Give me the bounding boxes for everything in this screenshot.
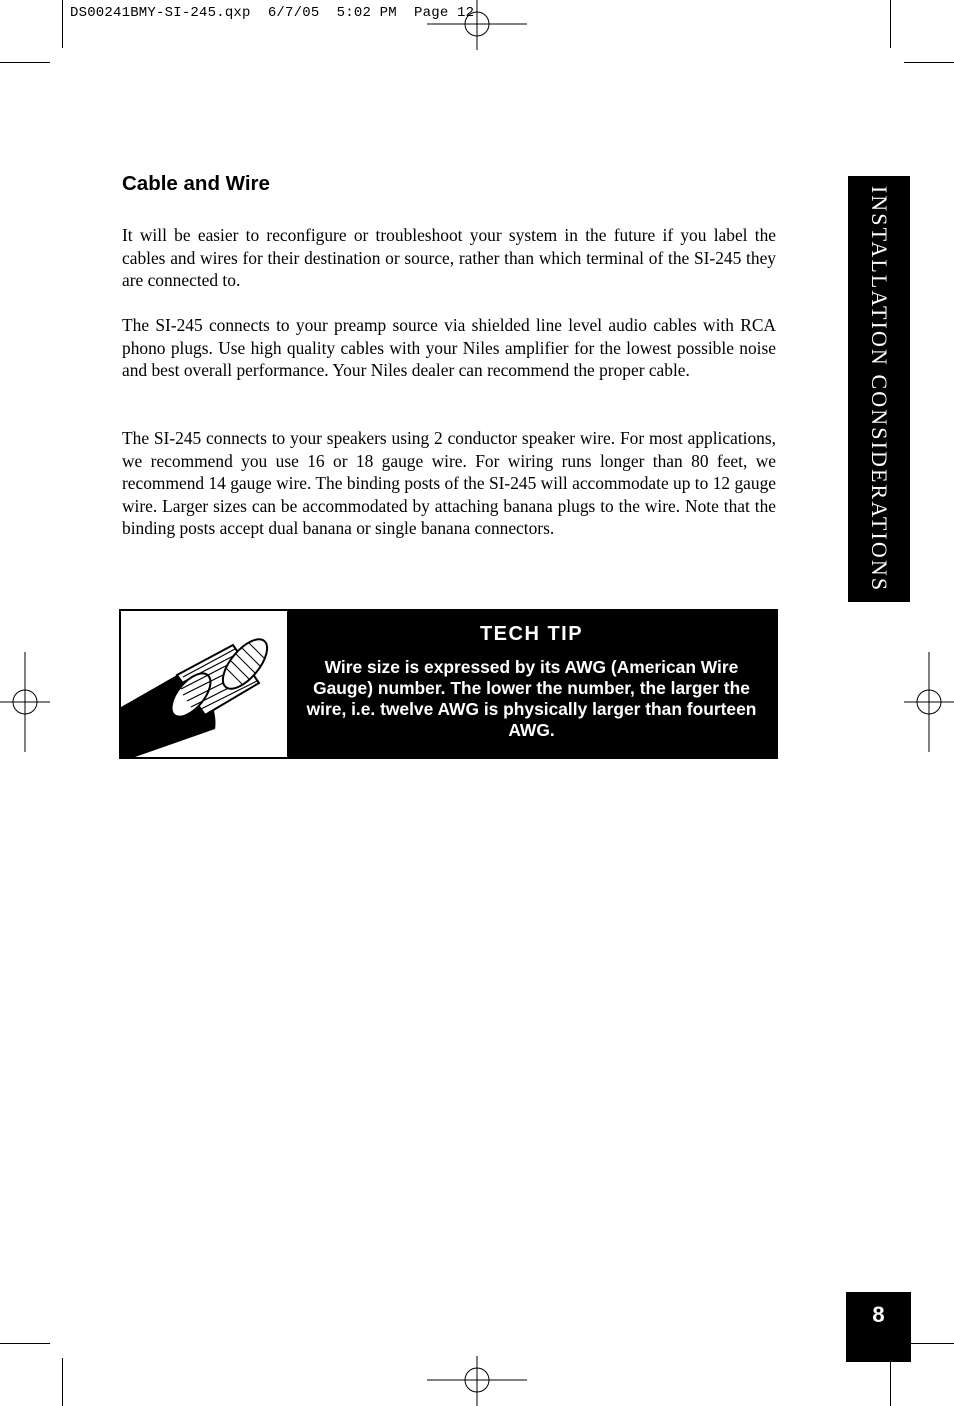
crop-mark: [0, 1343, 50, 1344]
registration-mark-icon: [904, 652, 954, 752]
registration-mark-icon: [0, 652, 50, 752]
tech-tip-illustration: [121, 611, 287, 757]
tech-tip-content: [287, 611, 776, 757]
crop-mark: [904, 1343, 954, 1344]
body-paragraph: The SI-245 connects to your speakers using 2 conductor speaker wire. For most applications, we recommend you use 16 or 18 gauge wire. For wiring runs longer than 80 feet, we recommend 14 gauge wire. The binding posts of the SI-245 will accommodate up to 12 gauge wire. Larger sizes can be accommodated by attaching banana plugs to the wire. Note that the binding posts accept dual banana or single banana connectors.: [122, 428, 776, 539]
registration-mark-icon: [427, 1356, 527, 1406]
section-tab-label: INSTALLATION CONSIDERATIONS: [867, 185, 892, 593]
body-paragraph: It will be easier to reconfigure or troubleshoot your system in the future if you label the cables and wires for their destination or source, rather than which terminal of the SI-245 they are connected to.: [122, 225, 776, 291]
printer-slug-line: DS00241BMY-SI-245.qxp 6/7/05 5:02 PM Page 12: [70, 5, 475, 21]
crop-mark: [62, 0, 63, 48]
section-heading: Cable and Wire: [122, 172, 270, 195]
crop-mark: [0, 62, 50, 63]
crop-mark: [62, 1358, 63, 1406]
tech-tip-box: [119, 609, 778, 759]
tech-tip-title: TECH TIP: [479, 623, 584, 645]
crop-mark: [904, 62, 954, 63]
crop-mark: [890, 0, 891, 48]
registration-mark-icon: [427, 0, 527, 50]
page-number: 8: [846, 1292, 911, 1362]
body-paragraph: The SI-245 connects to your preamp source via shielded line level audio cables with RCA phono plugs. Use high quality cables with your Niles amplifier for the lowest possible noise and best overall performance. Your Niles dealer can recommend the proper cable.: [122, 315, 776, 381]
crop-mark: [890, 1358, 891, 1406]
stranded-wire-icon: [121, 611, 287, 757]
section-tab: [848, 176, 910, 602]
tech-tip-text: Wire size is expressed by its AWG (American Wire Gauge) number. The lower the number, the larger the wire, i.e. twelve AWG is physically larger than fourteen AWG.: [306, 657, 757, 740]
